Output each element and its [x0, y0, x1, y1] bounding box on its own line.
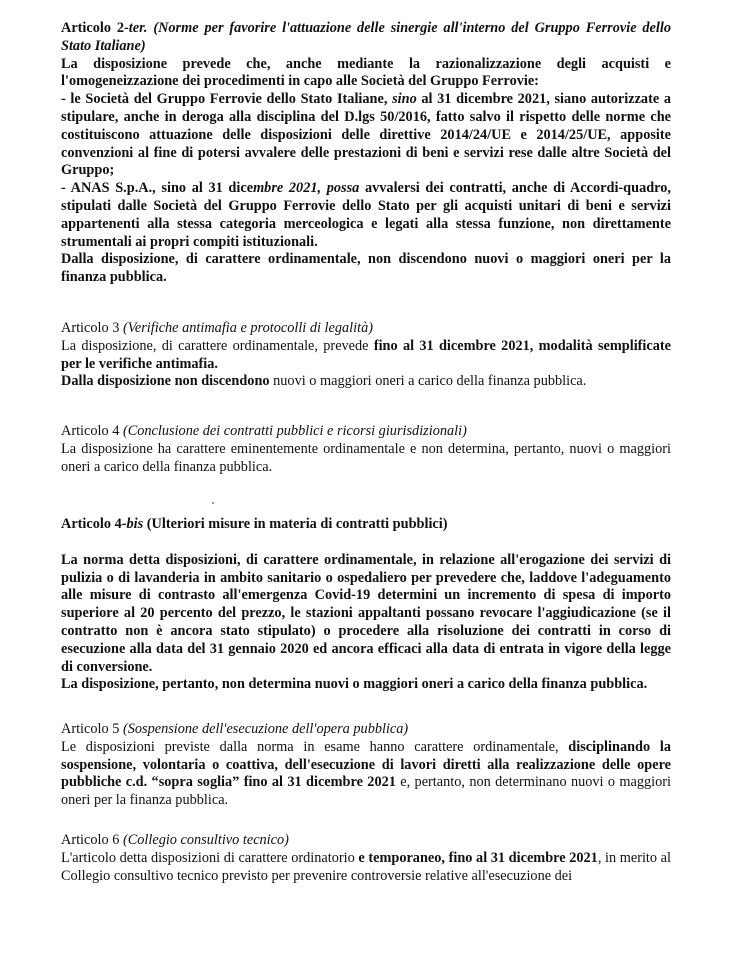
article-2-ter-paragraph-3: - ANAS S.p.A., sino al 31 dicembre 2021, possa avvalersi dei contratti, anche di Accordi-quadro, stipulati dalle Società del Gruppo Ferrovie dello Stato per gli acquisti unitari di beni e servizi appartenenti alla stessa categoria merceologica e legati alla stessa funzione, non direttamente strumentali ai propri compiti istituzionali. [61, 180, 671, 250]
article-4-bis [61, 516, 671, 694]
article-5 [61, 721, 671, 810]
article-3-paragraph-2: Dalla disposizione non discendono nuovi o maggiori oneri a carico della finanza pubblica. [61, 373, 587, 390]
article-4-bis-paragraph-2: La disposizione, pertanto, non determina nuovi o maggiori oneri a carico della finanza pubblica. [61, 676, 648, 693]
article-4-title: Articolo 4 (Conclusione dei contratti pubblici e ricorsi giurisdizionali) [61, 423, 467, 439]
article-4-paragraph-1: La disposizione ha carattere eminentemente ordinamentale e non determina, pertanto, nuovi o maggiori oneri a carico della finanza pubblica. [61, 440, 671, 475]
article-2-ter-paragraph-2: - le Società del Gruppo Ferrovie dello Stato Italiane, sino al 31 dicembre 2021, siano autorizzate a stipulare, anche in deroga alla disciplina del D.lgs 50/2016, fatto salvo il rispetto delle norme che costituiscono attuazione delle disposizioni delle direttive 2014/24/UE e 2014/25/UE, apposite convenzioni al fine di potersi avvalere delle prestazioni di beni e servizi rese dalle altre Società del Gruppo; [61, 91, 671, 179]
article-2-ter-paragraph-4: Dalla disposizione, di carattere ordinamentale, non discendono nuovi o maggiori oneri per la finanza pubblica. [61, 251, 671, 286]
article-3-title: Articolo 3 (Verifiche antimafia e protocolli di legalità) [61, 320, 373, 336]
article-4-bis-paragraph-1: La norma detta disposizioni, di carattere ordinamentale, in relazione all'erogazione dei servizi di pulizia o di lavanderia in ambito sanitario o ospedaliero per prevedere che, laddove l'adeguamento alle misure di contrasto all'emergenza Covid-19 determini un incremento di spesa di importo superiore al 20 percento del prezzo, le stazioni appaltanti possano revocare l'aggiudicazione (se il contratto non è ancora stato stipulato) o procedere alla risoluzione dei contratti in corso di esecuzione alla data del 31 gennaio 2020 ed ancora efficaci alla data di entrata in vigore della legge di conversione. [61, 551, 671, 675]
article-6-title: Articolo 6 (Collegio consultivo tecnico) [61, 832, 289, 848]
article-5-title: Articolo 5 (Sospensione dell'esecuzione dell'opera pubblica) [61, 721, 409, 737]
article-2-ter-paragraph-1: La disposizione prevede che, anche mediante la razionalizzazione degli acquisti e l'omogeneizzazione dei procedimenti in capo alle Società del Gruppo Ferrovie: [61, 55, 671, 90]
article-3 [61, 320, 671, 391]
article-4 [61, 423, 671, 476]
article-3-paragraph-1: La disposizione, di carattere ordinamentale, prevede fino al 31 dicembre 2021, modalità semplificate per le verifiche antimafia. [61, 337, 671, 372]
article-2-ter-title: Articolo 2-ter. (Norme per favorire l'attuazione delle sinergie all'interno del Gruppo Ferrovie dello Stato Italiane) [61, 20, 671, 54]
article-2-ter [61, 20, 671, 287]
article-6-paragraph-1: L'articolo detta disposizioni di carattere ordinatorio e temporaneo, fino al 31 dicembre 2021, in merito al Collegio consultivo tecnico previsto per prevenire controversie relative all'esecuzione dei [61, 849, 671, 884]
article-5-paragraph-1: Le disposizioni previste dalla norma in esame hanno carattere ordinamentale, disciplinando la sospensione, volontaria o coattiva, dell'esecuzione di lavori diretti alla realizzazione delle opere pubbliche c.d. “sopra soglia” fino al 31 dicembre 2021 e, pertanto, non determinano nuovi o maggiori oneri per la finanza pubblica. [61, 738, 672, 809]
article-4-bis-title: Articolo 4-bis (Ulteriori misure in materia di contratti pubblici) [61, 516, 448, 532]
scan-speck [212, 502, 214, 504]
article-6 [61, 832, 671, 885]
